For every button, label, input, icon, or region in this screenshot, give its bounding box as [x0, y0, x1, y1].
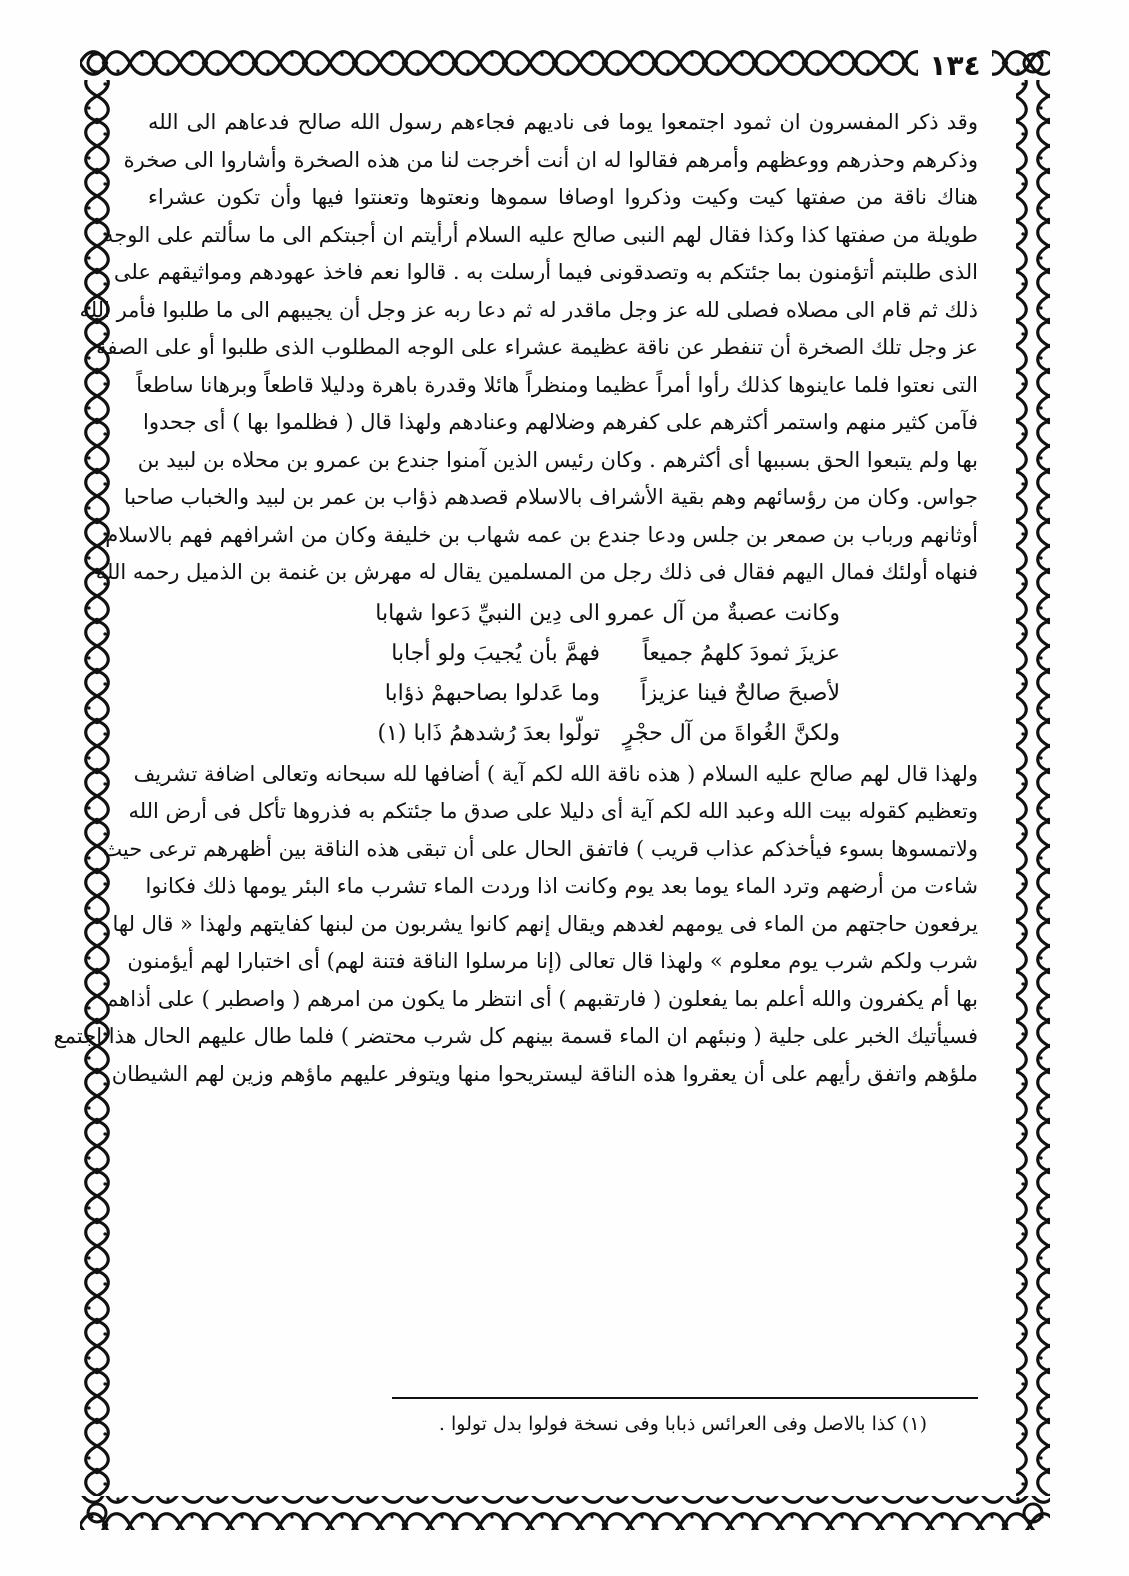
text-line: أوثانهم ورباب بن صمعر بن جلس ودعا جندع بن عمه شهاب بن خليفة وكان من اشرافهم فهم بالاسلام: [105, 522, 978, 547]
poem-verse: [148, 634, 978, 674]
text-line: شاءت من أرضهم وترد الماء يوما بعد يوم وكانت اذا وردت الماء تشرب ماء البئر يومها ذلك فكانوا: [145, 874, 978, 898]
text-line: فنهاه أولئك فمال اليهم فقال فى ذلك رجل من المسلمين يقال له مهرش بن غنمة بن الذميل رحمه الله: [95, 560, 978, 584]
verse-first-hemistich: عزيزَ ثمودَ كلهمُ جميعاً: [642, 640, 840, 666]
text-line: الذى طلبتم أتؤمنون بما جئتكم به وتصدقونى فيما أرسلت به . قالوا نعم فاخذ عهودهم ومواثيقهم على: [113, 260, 978, 284]
paragraph-1: [79, 104, 978, 592]
page-number: ١٣٤: [918, 46, 992, 86]
text-line: بها أم يكفرون والله أعلم بما يفعلون ( فارتقبهم ) أى انتظر ما يكون من امرهم ( واصطبر ) على أذاهم: [105, 986, 978, 1011]
text-line: هناك ناقة من صفتها كيت وكيت وذكروا اوصافا سموها ونعتوها وتعنتوا فيها وأن تكون عشراء: [148, 185, 978, 209]
text-line: ذلك ثم قام الى مصلاه فصلى لله عز وجل ماقدر له ثم دعا ربه عز وجل أن يجيبهم الى ما طلبوا فأمر الله: [79, 297, 978, 322]
poem-verse: [148, 714, 978, 754]
text-line: وقد ذكر المفسرون ان ثمود اجتمعوا يوما فى ناديهم فجاءهم رسول الله صالح فدعاهم الى الله: [148, 110, 978, 134]
paragraph-2: [53, 756, 978, 1094]
text-line: ملؤهم واتفق رأيهم على أن يعقروا هذه الناقة ليستريحوا منها ويتوفر عليهم ماؤهم وزين لهم الشيطان: [111, 1061, 978, 1086]
text-line: بها ولم يتبعوا الحق بسببها أى أكثرهم . وكان رئيس الذين آمنوا جندع بن عمرو بن محلاه بن لبيد بن: [137, 447, 978, 472]
verse-second-hemistich: فهمَّ بأن يُجيبَ ولو أجابا: [391, 640, 600, 666]
footnote: (١) كذا بالاصل وفى العرائس ذبابا وفى نسخة فولوا بدل تولوا .: [438, 1413, 927, 1435]
text-line: ولاتمسوها بسوء فيأخذكم عذاب قريب ) فاتفق الحال على أن تبقى هذه الناقة بين أظهرهم ترعى حيث: [102, 836, 978, 861]
verse-second-hemistich: الى دِين النبيِّ دَعوا شهابا: [375, 600, 600, 626]
text-line: ولهذا قال لهم صالح عليه السلام ( هذه ناقة الله لكم آية ) أضافها لله سبحانه وتعالى اضافة تشريف: [133, 761, 978, 786]
main-text: [53, 104, 978, 1464]
text-line: عز وجل تلك الصخرة أن تنفطر عن ناقة عظيمة عشراء على الوجه المطلوب الذى طلبوا أو على الصفة: [96, 335, 978, 359]
footnote-divider: [392, 1397, 978, 1399]
text-line: طويلة من صفتها كذا وكذا فقال لهم النبى صالح عليه السلام أرأيتم ان أجبتكم الى ما سألتم على الوجه: [103, 222, 978, 247]
text-line: وتعظيم كقوله بيت الله وعبد الله لكم آية أى دليلا على صدق ما جئتكم به فذروها تأكل فى أرض الله: [128, 799, 978, 823]
text-line: فسيأتيك الخبر على جلية ( ونبئهم ان الماء قسمة بينهم كل شرب محتضر ) فلما طال عليهم الحال هذا اجتمع: [53, 1024, 978, 1048]
verse-first-hemistich: وكانت عصبةٌ من آل عمرو: [606, 600, 840, 626]
verse-second-hemistich: تولّوا بعدَ رُشدهمُ ذَابا (١): [377, 720, 600, 746]
poem-verse: [148, 674, 978, 714]
text-line: جواس. وكان من رؤسائهم وهم بقية الأشراف بالاسلام قصدهم ذؤاب بن عمر بن لبيد والخباب صاحبا: [123, 485, 978, 509]
text-line: فآمن كثير منهم واستمر أكثرهم على كفرهم وضلالهم وعنادهم ولهذا قال ( فظلموا بها ) أى جحدوا: [143, 410, 978, 434]
text-line: وذكرهم وحذرهم ووعظهم وأمرهم فقالوا له ان أنت أخرجت لنا من هذه الصخرة وأشاروا الى صخرة: [123, 147, 978, 172]
verse-first-hemistich: لأصبحَ صالحٌ فينا عزيزاً: [640, 680, 840, 706]
poem-verse: [148, 594, 978, 634]
text-line: يرفعون حاجتهم من الماء فى يومهم لغدهم ويقال إنهم كانوا يشربون من لبنها كفايتهم ولهذا « قال لها: [112, 911, 978, 936]
verse-first-hemistich: ولكنَّ الغُواةَ من آل حجْرٍ: [622, 720, 840, 746]
text-line: شرب ولكم شرب يوم معلوم » ولهذا قال تعالى (إنا مرسلوا الناقة فتنة لهم) أى اختبارا لهم أيؤمنون: [127, 949, 978, 973]
text-line: التى نعتوا فلما عاينوها كذلك رأوا أمراً عظيما ومنظراً هائلا وقدرة باهرة ودليلا قاطعاً وبرهانا ساطعاً: [136, 372, 978, 397]
verse-second-hemistich: وما عَدلوا بصاحبهمْ ذؤابا: [384, 680, 600, 706]
poem: [148, 594, 978, 754]
